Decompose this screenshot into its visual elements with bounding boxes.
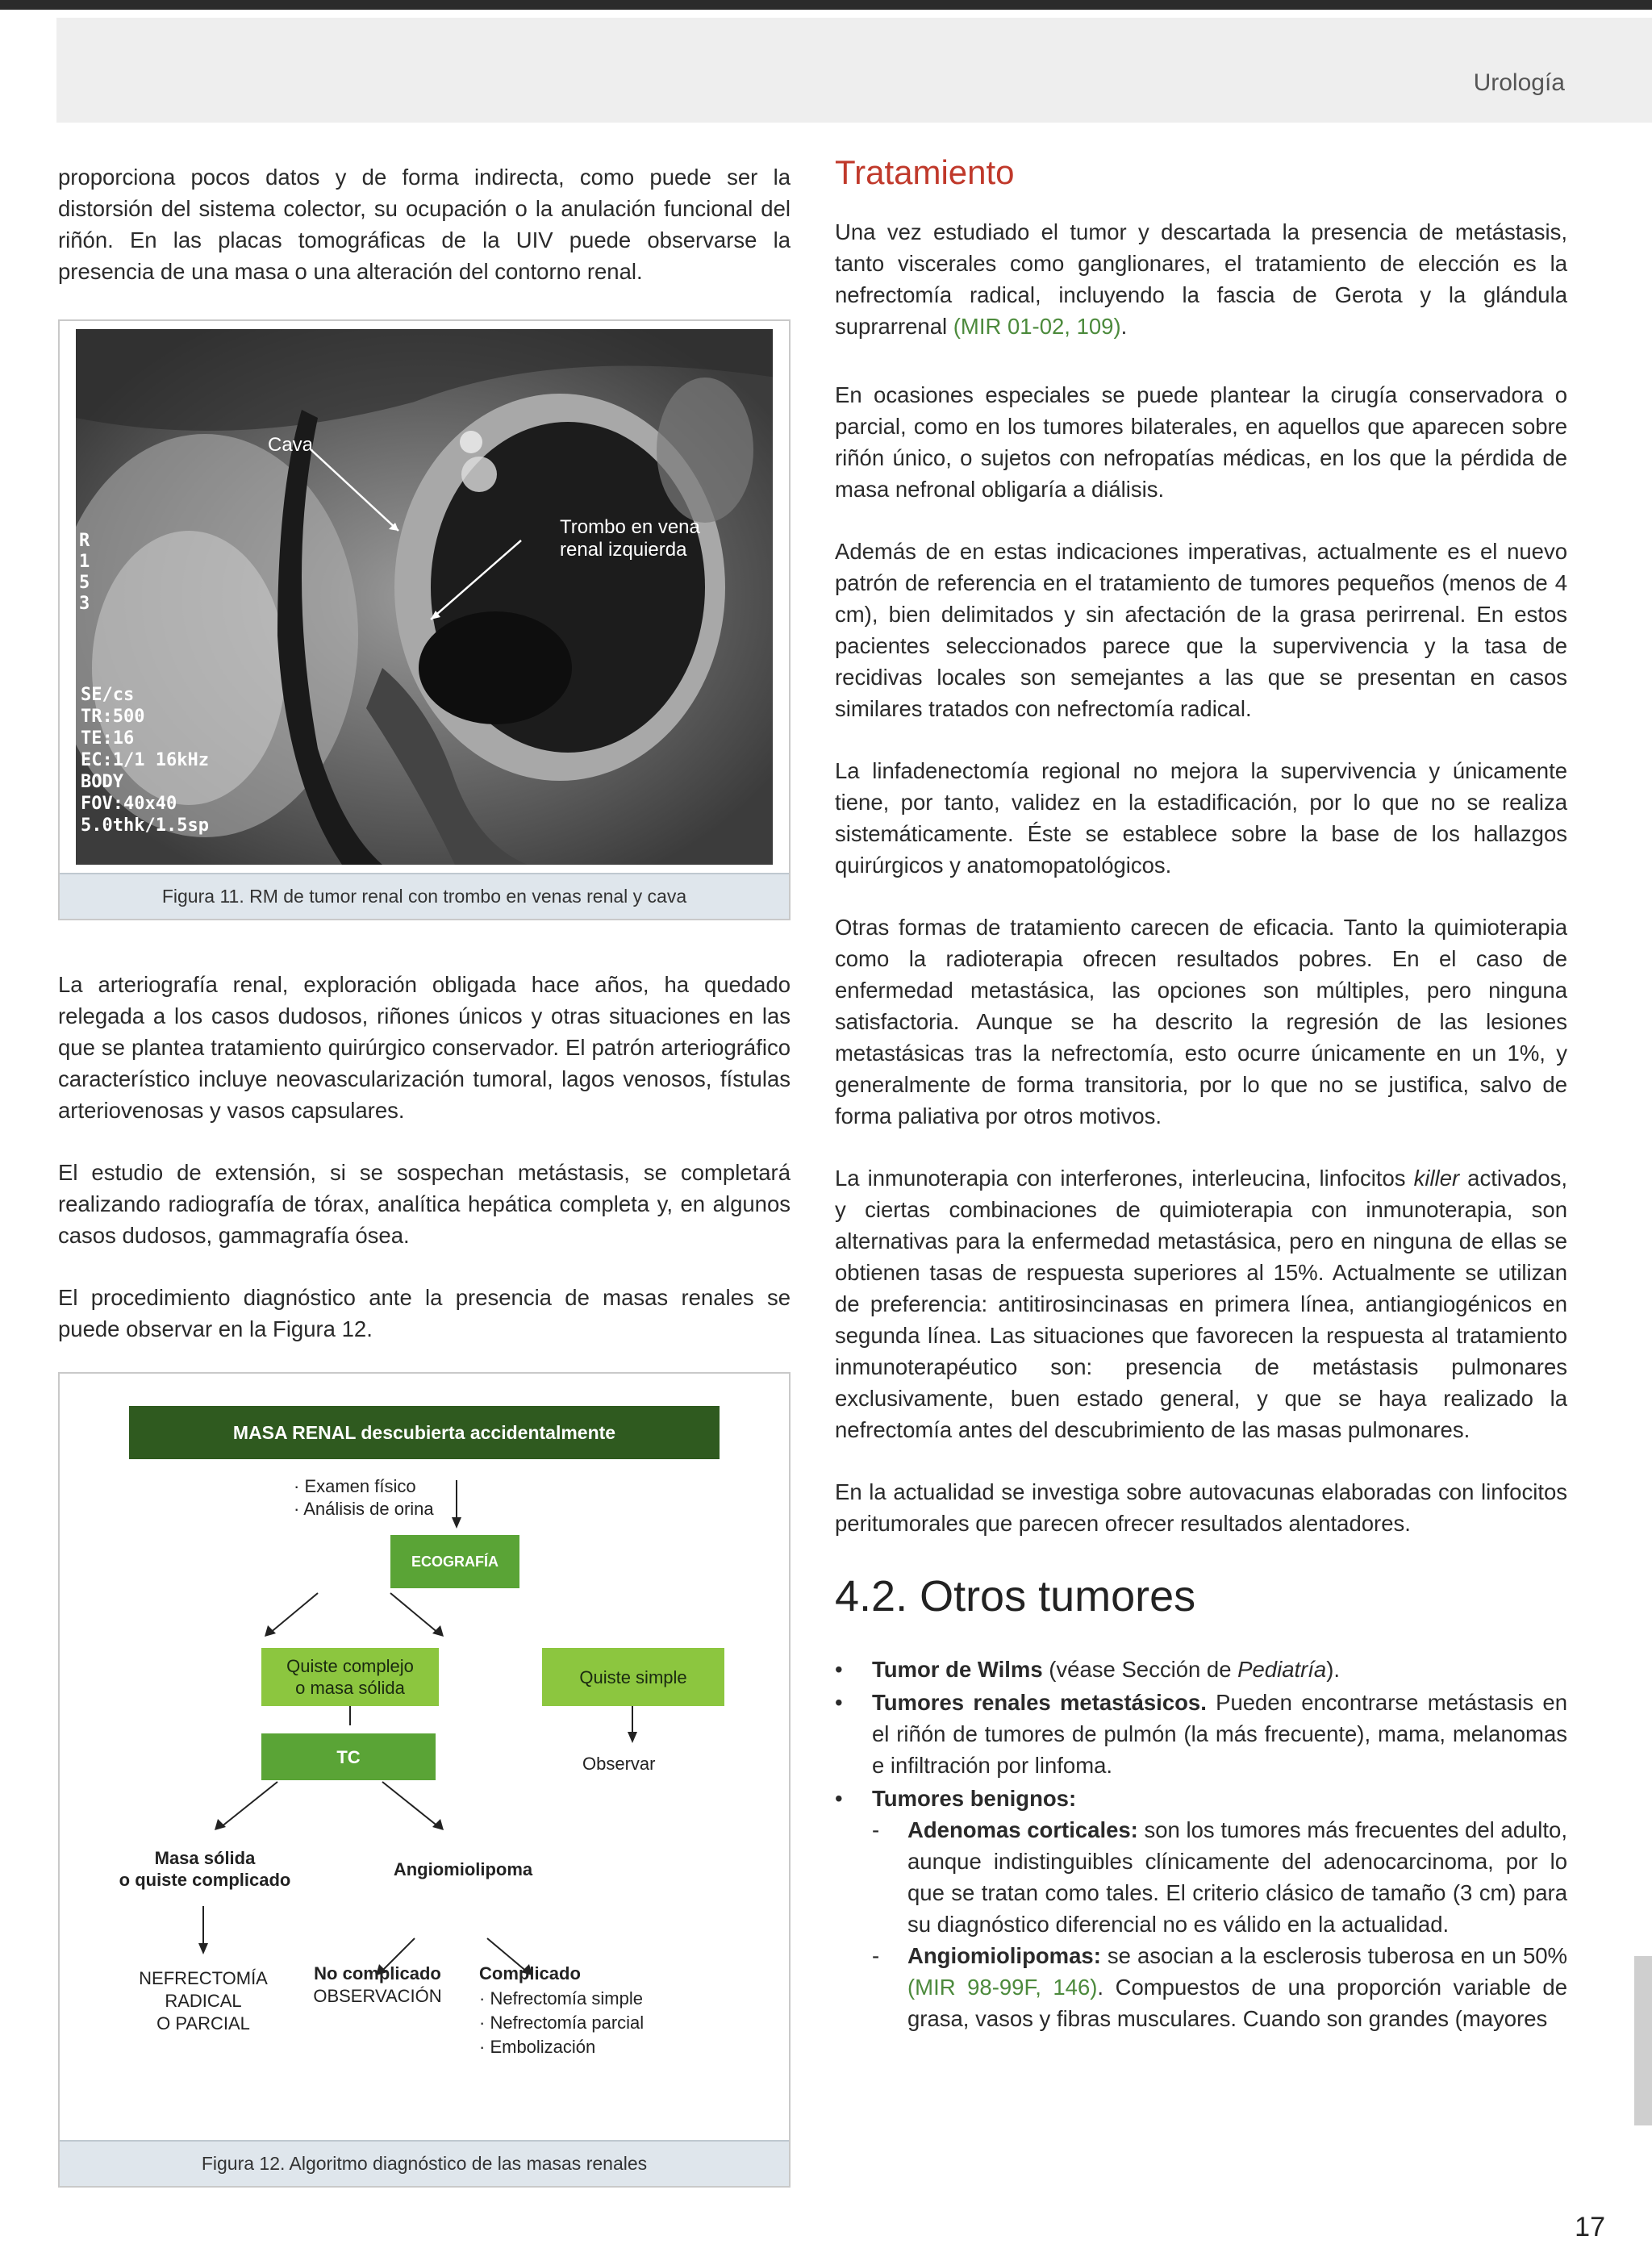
sub-list-item [872, 1940, 1567, 2034]
node-masa-renal: MASA RENAL descubierta accidentalmente [129, 1406, 720, 1459]
top-rule [0, 0, 1652, 10]
text: Una vez estudiado el tumor y descartada la presencia de metástasis, tanto viscerales como ganglionares, el tratamiento de elección es la nefrectomía radical, incluyendo la fascia de Gerota y la glándula suprarrenal [835, 219, 1567, 339]
node-no-complicado-body: OBSERVACIÓN [313, 1986, 442, 2006]
paragraph [835, 216, 1567, 342]
text: se asocian a la esclerosis tuberosa en un 50% [1100, 1943, 1567, 1968]
paragraph: Otras formas de tratamiento carecen de eficacia. Tanto la quimioterapia como la radioterapia ofrecen resultados pobres. En el caso de enfermedad metastásica, las opciones son múltiples, pero ninguna satisfactoria. Aunque se ha descrito la regresión de las lesiones metastásicas tras la nefrectomía, esto ocurre únicamente en un 1%, y generalmente de forma transitoria, por lo que no se justifica, salvo de forma paliativa por otros motivos. [835, 915, 1567, 1128]
node-no-complicado-title: No complicado [314, 1963, 441, 1983]
text: . [1120, 314, 1128, 339]
text-italic: Pediatría [1237, 1657, 1327, 1682]
section-title-otros-tumores: 4.2. Otros tumores [835, 1572, 1196, 1621]
side-thumb-tab [1634, 1956, 1652, 2125]
sub-list-item [872, 1814, 1567, 1940]
figure-11-caption: Figura 11. RM de tumor renal con trombo en venas renal y cava [60, 873, 789, 919]
text: (véase Sección de [1042, 1657, 1238, 1682]
node-angiomiolipoma: Angiomiolipoma [393, 1858, 533, 1879]
text-italic: killer [1413, 1166, 1460, 1191]
text: activados, y ciertas combinaciones de quimioterapia con inmunoterapia, son alternativas para la enfermedad metastásica, pero en ninguna de ellas se obtienen tasas de respuesta superiores al 15%. Actualmente se utilizan de preferencia: antitirosincinasas en primera línea, antiangiogénicos en segunda línea. Las situaciones que favorecen la respuesta al tratamiento inmunoterapéutico son: presencia de metástasis pulmonares exclusivamente, buen estado general, y que se haya realizado la nefrectomía antes del descubrimiento de las masas pulmonares. [835, 1166, 1567, 1442]
sub-list [872, 1814, 1567, 2034]
list-item [835, 1783, 1567, 2034]
item-bold: Tumores benignos: [872, 1786, 1077, 1811]
figure-12-caption: Figura 12. Algoritmo diagnóstico de las masas renales [60, 2140, 789, 2186]
orientation-marks: R 1 5 3 [79, 531, 90, 614]
node-ecografia: ECOGRAFÍA [390, 1535, 519, 1588]
node-tc: TC [261, 1733, 436, 1780]
node-quiste-complejo: Quiste complejo o masa sólida [261, 1648, 439, 1706]
right-column [835, 153, 1567, 2036]
text: Pueden encontrarse metástasis en el riñón de tumores de pulmón (la más frecuente), mama, melanomas e infiltración por linfoma. [872, 1690, 1567, 1778]
text: La inmunoterapia con interferones, interleucina, linfocitos [835, 1166, 1414, 1191]
mri-sequence-text: SE/cs TR:500 TE:16 EC:1/1 16kHz BODY FOV:40x40 5.0thk/1.5sp [81, 685, 209, 836]
section-title-tratamiento: Tratamiento [835, 153, 1015, 191]
node-complicado-body: · Nefrectomía simple · Nefrectomía parcial · Embolización [479, 1988, 645, 2057]
label-cava: Cava [268, 434, 314, 456]
paragraph [835, 1162, 1567, 1445]
paragraph: En ocasiones especiales se puede plantear la cirugía conservadora o parcial, como en los tumores bilaterales, en aquellos que aparecen sobre riñón único, o sujetos con nefropatías médicas, en los que la pérdida de masa nefronal obligaría a diálisis. [835, 382, 1567, 502]
figure-12 [58, 1372, 791, 2188]
text: ). [1326, 1657, 1341, 1682]
paragraph: Además de en estas indicaciones imperativas, actualmente es el nuevo patrón de referencia en el tratamiento de tumores pequeños (menos de 4 cm), bien delimitados y sin afectación de la grasa perirrenal. En estos pacientes seleccionados parece que la supervivencia y la tasa de recidivas locales son semejantes a las que se presentan en casos similares tratados con nefrectomía radical. [835, 539, 1567, 721]
text: . Compuestos de una proporción variable de grasa, vasos y fibras musculares. Cuando son grandes (mayores [907, 1975, 1567, 2031]
paragraph: El estudio de extensión, si se sospechan metástasis, se completará realizando radiografía de tórax, analítica hepática completa y, en algunos casos dudosos, gammagrafía ósea. [58, 1160, 791, 1248]
item-bold: Adenomas corticales: [907, 1817, 1138, 1842]
item-bold: Angiomiolipomas: [907, 1943, 1101, 1968]
label-trombo: Trombo en vena renal izquierda [560, 516, 700, 561]
diagnostic-flowchart [60, 1374, 789, 2140]
item-bold: Tumores renales metastásicos. [872, 1690, 1207, 1715]
text: son los tumores más frecuentes del adulto, aunque indistinguibles clínicamente del adenocarcinoma, por lo que se tratan como tales. El criterio clásico de tamaño (3 cm) para su diagnóstico diferencial no es válido en la actualidad. [907, 1817, 1567, 1937]
tumor-list [835, 1654, 1567, 2034]
paragraph: proporciona pocos datos y de forma indirecta, como puede ser la distorsión del sistema colector, su ocupación o la anulación funcional del riñón. En las placas tomográficas de la UIV puede observarse la presencia de una masa o una alteración del contorno renal. [58, 165, 791, 284]
paragraph: La linfadenectomía regional no mejora la supervivencia y únicamente tiene, por tanto, validez en la estadificación, por lo que no se realiza sistemáticamente. Éste se establece sobre la base de los hallazgos quirúrgicos y anatomopatológicos. [835, 758, 1567, 878]
node-complicado-title: Complicado [479, 1963, 581, 1983]
node-nefrectomia: NEFRECTOMÍA RADICAL O PARCIAL [139, 1968, 268, 2033]
mir-reference: (MIR 98-99F, 146) [907, 1975, 1098, 2000]
figure-11 [58, 319, 791, 920]
exam-list: · Examen físico · Análisis de orina [294, 1476, 434, 1519]
item-bold: Tumor de Wilms [872, 1657, 1043, 1682]
paragraph: La arteriografía renal, exploración obligada hace años, ha quedado relegada a los casos dudosos, riñones únicos y otras situaciones en las que se plantea tratamiento quirúrgico conservador. El patrón arteriográfico característico incluye neovascularización tumoral, lagos venosos, fístulas arteriovenosas y vasos capsulares. [58, 972, 791, 1123]
paragraph: El procedimiento diagnóstico ante la presencia de masas renales se puede observar en la Figura 12. [58, 1285, 791, 1341]
mir-reference: (MIR 01-02, 109) [953, 314, 1121, 339]
node-quiste-simple: Quiste simple [542, 1648, 724, 1706]
list-item [835, 1687, 1567, 1781]
list-item [835, 1654, 1567, 1685]
header-section-label: Urología [1473, 69, 1565, 96]
mri-image [76, 329, 773, 865]
node-masa-solida: Masa sólida o quiste complicado [119, 1848, 291, 1890]
paragraph: En la actualidad se investiga sobre autovacunas elaboradas con linfocitos peritumorales que parecen ofrecer resultados alentadores. [835, 1479, 1567, 1536]
node-observar: Observar [582, 1754, 656, 1774]
left-column [58, 161, 791, 2188]
page-number: 17 [1575, 2212, 1605, 2242]
page-header [56, 18, 1652, 123]
